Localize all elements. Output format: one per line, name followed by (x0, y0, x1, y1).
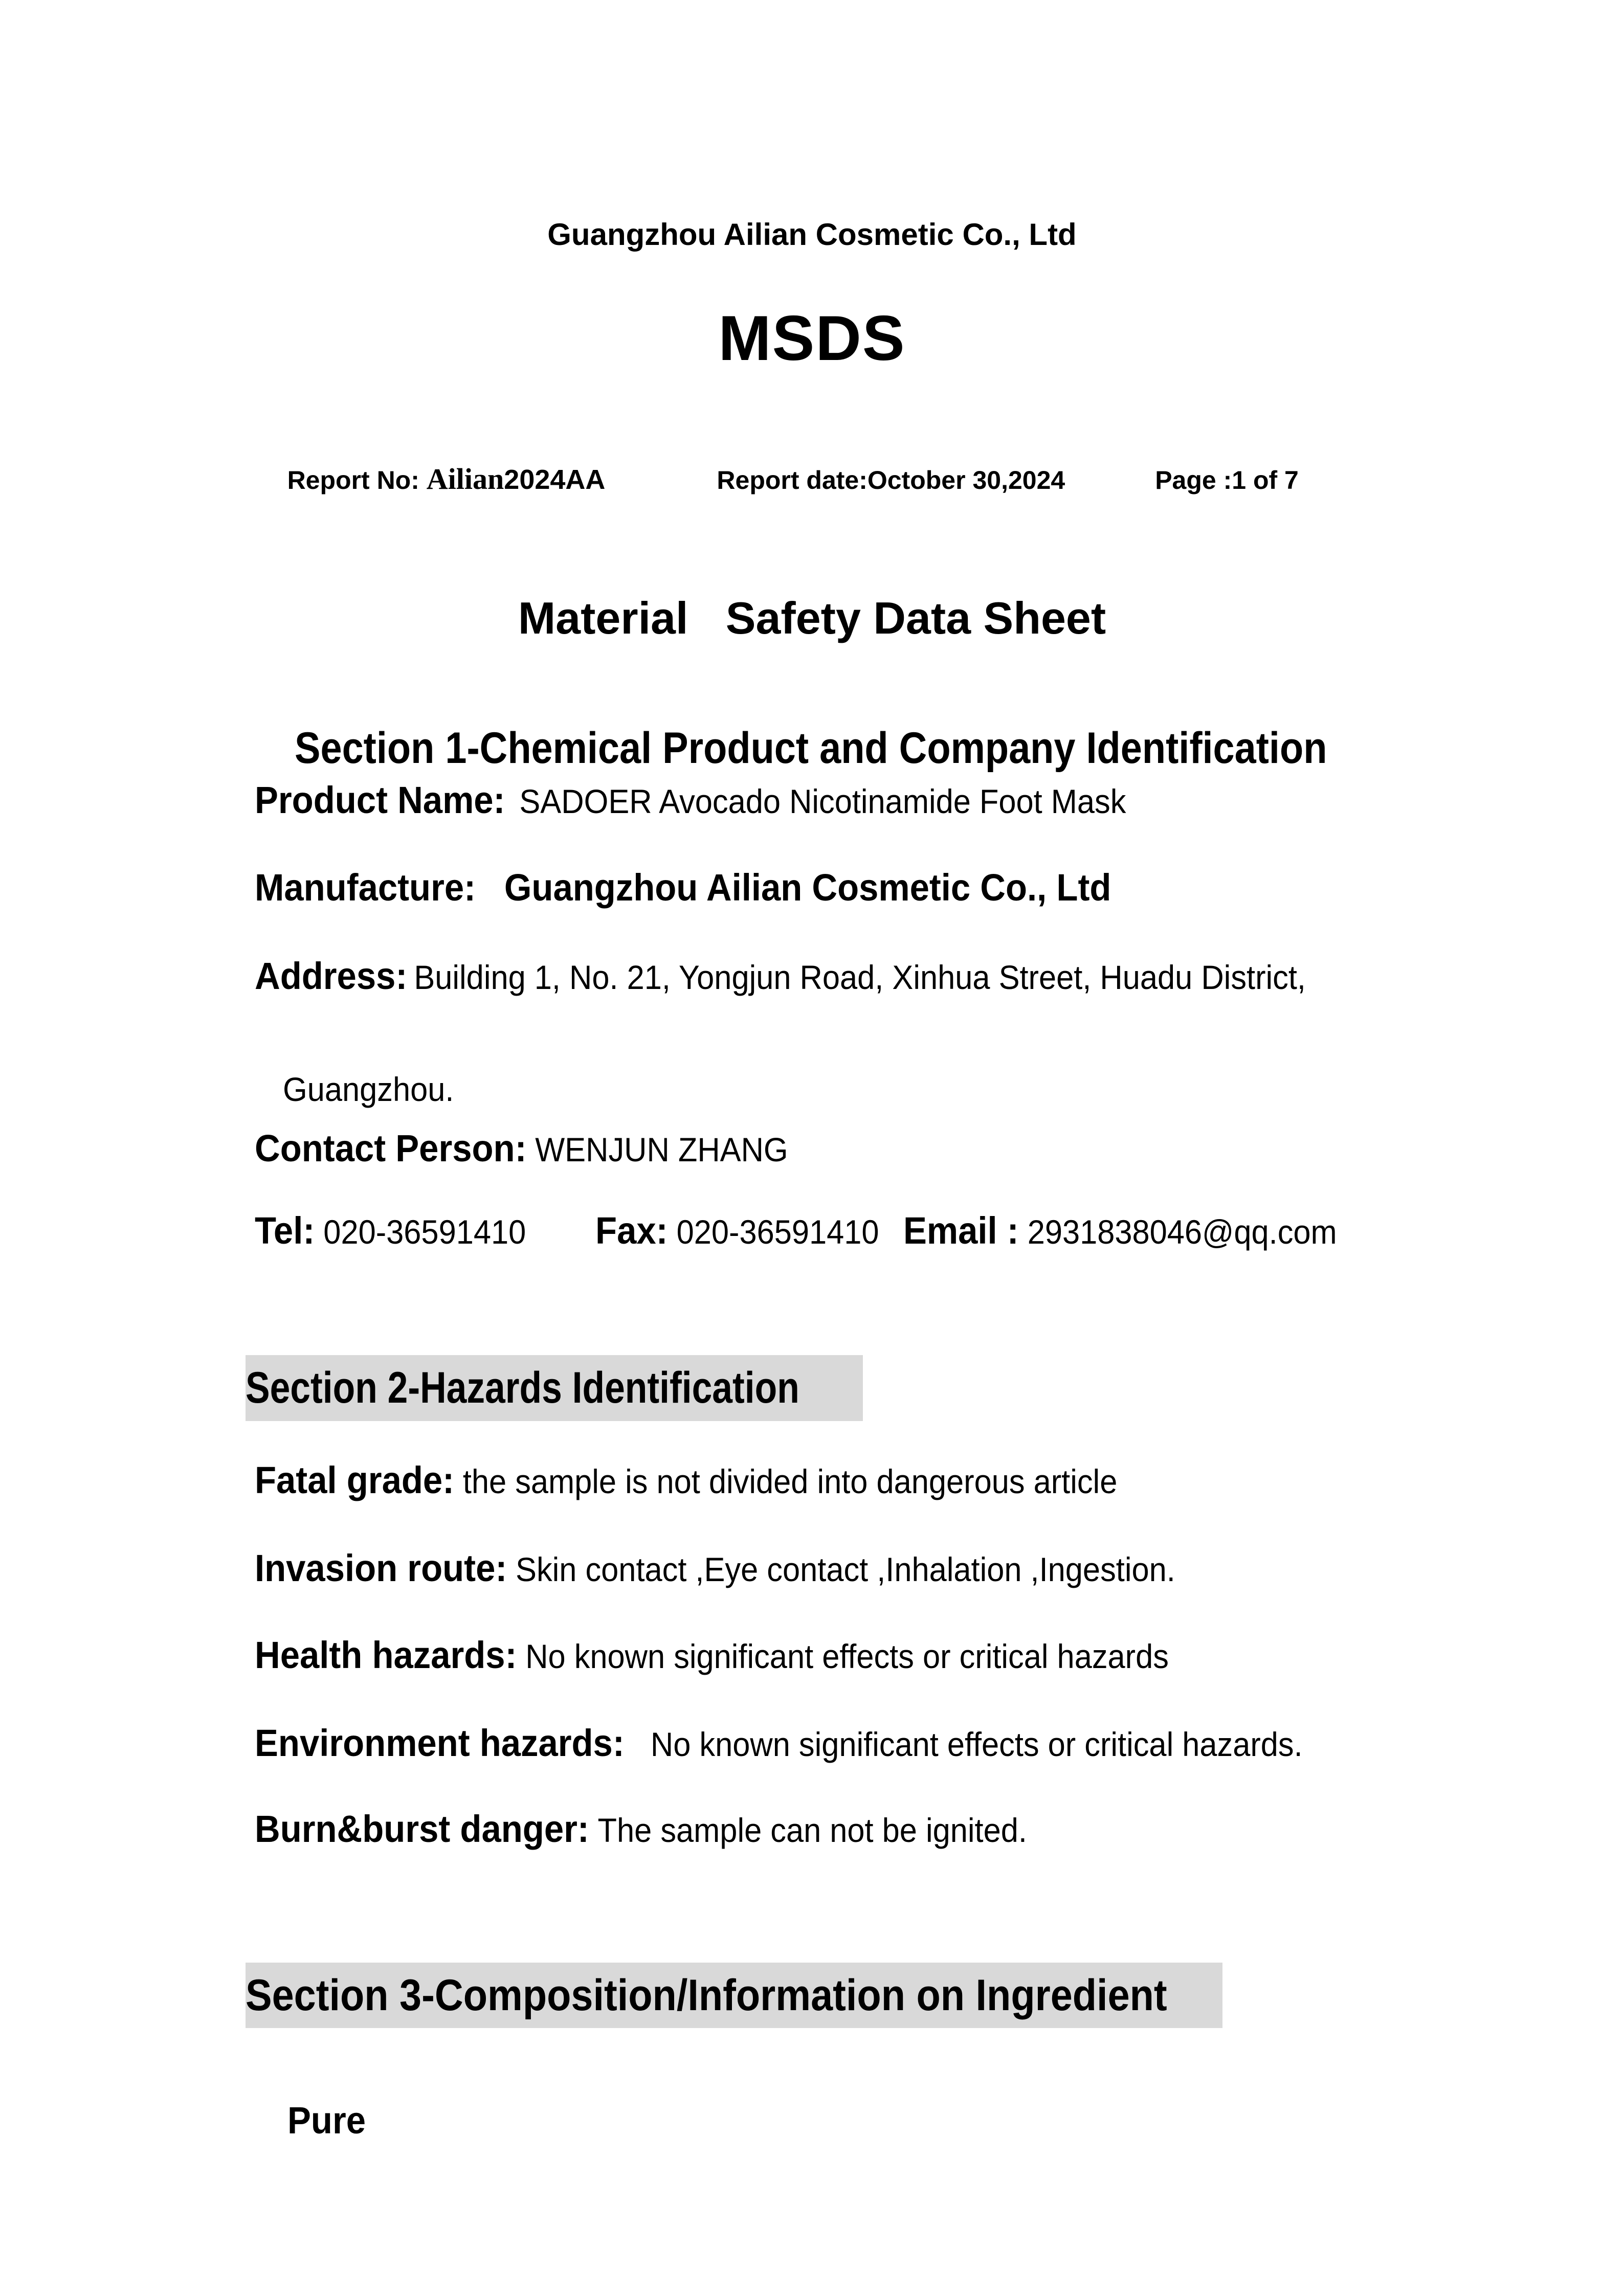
address-value: Building 1, No. 21, Yongjun Road, Xinhua Street, Huadu District, (414, 958, 1306, 996)
report-line (259, 439, 1299, 520)
manufacture-label: Manufacture: (254, 866, 476, 909)
section2-heading: Section 2-Hazards Identification (246, 1363, 799, 1412)
contact-person-value: WENJUN ZHANG (535, 1131, 788, 1168)
section2-heading-highlight (246, 1355, 863, 1421)
health-hazards-row (246, 1628, 1237, 1682)
manufacture-row (246, 861, 1175, 915)
environment-hazards-value: No known significant effects or critical hazards. (650, 1725, 1303, 1763)
health-hazards-value: No known significant effects or critical hazards (525, 1637, 1169, 1675)
report-no-value: Ailian (426, 462, 504, 496)
tel-label: Tel: (254, 1209, 315, 1252)
tel-value: 020-36591410 (315, 1213, 526, 1251)
invasion-route-label: Invasion route: (254, 1547, 507, 1589)
contact-person-row (246, 1121, 828, 1176)
section3-content-pure: Pure (287, 2099, 366, 2142)
product-name-label: Product Name: (254, 779, 505, 821)
section3-heading: Section 3-Composition/Information on Ingredient (246, 1970, 1167, 2020)
fatal-grade-value: the sample is not divided into dangerous article (462, 1462, 1118, 1500)
environment-hazards-label: Environment hazards: (254, 1722, 625, 1764)
report-date: Report date:October 30,2024 (717, 466, 1065, 494)
contact-person-label: Contact Person: (254, 1127, 527, 1169)
fax-label: Fax: (595, 1209, 668, 1252)
burn-burst-label: Burn&burst danger: (254, 1808, 589, 1850)
report-page-number: Page :1 of 7 (1155, 466, 1299, 494)
product-name-row (246, 773, 1191, 827)
section1-heading: Section 1-Chemical Product and Company Identification (294, 724, 1327, 773)
fax-value: 020-36591410 (668, 1213, 879, 1251)
address-label: Address: (254, 955, 408, 997)
invasion-route-row (246, 1541, 1244, 1595)
address-continued: Guangzhou. (283, 1070, 454, 1108)
fatal-grade-label: Fatal grade: (254, 1459, 454, 1501)
address-row (246, 949, 1385, 1003)
material-safety-data-sheet-title: Material Safety Data Sheet (518, 593, 1106, 643)
document-title: MSDS (718, 303, 906, 374)
email-value: 2931838046@qq.com (1018, 1213, 1337, 1251)
report-no-label: Report No: (287, 466, 427, 494)
invasion-route-value: Skin contact ,Eye contact ,Inhalation ,Ingestion. (515, 1550, 1175, 1588)
tel-fax-email-row (246, 1204, 1418, 1258)
fatal-grade-row (246, 1453, 1182, 1507)
email-label: Email : (903, 1209, 1019, 1252)
environment-hazards-row (246, 1716, 1382, 1770)
report-no-value-suffix: 2024AA (504, 464, 606, 495)
health-hazards-label: Health hazards: (254, 1634, 517, 1676)
company-header: Guangzhou Ailian Cosmetic Co., Ltd (547, 217, 1077, 252)
section3-heading-highlight (246, 1963, 1222, 2028)
product-name-value: SADOER Avocado Nicotinamide Foot Mask (519, 782, 1126, 820)
burn-burst-value: The sample can not be ignited. (597, 1811, 1027, 1849)
burn-burst-row (246, 1802, 1085, 1856)
manufacture-value: Guangzhou Ailian Cosmetic Co., Ltd (504, 866, 1111, 909)
